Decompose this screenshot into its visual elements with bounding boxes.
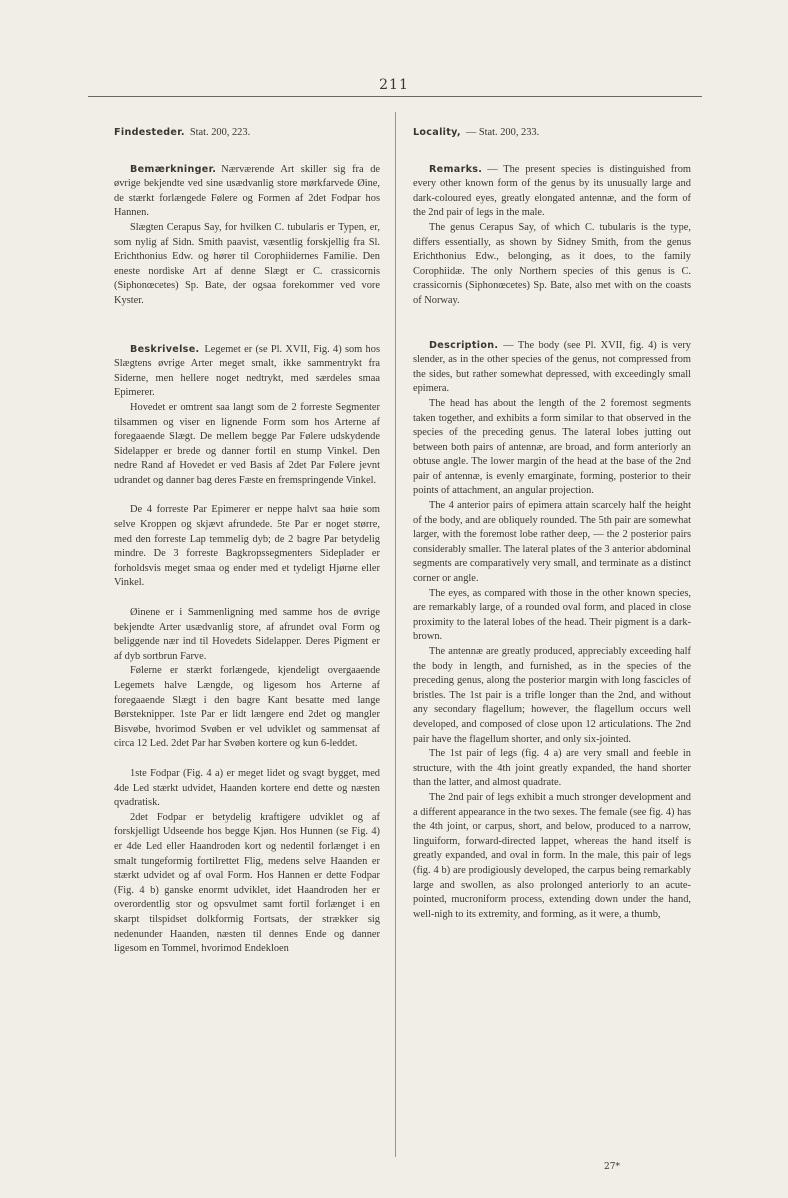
paragraph: De 4 forreste Par Epimerer er neppe halvt saa høie som selve Kroppen og skjævt afrundede. 5te Par er noget større, med den forreste Lap temmelig dyb; de 2 bagre Par betydelig mindre. De 3 forreste Bagkropssegmenters Sideplader er forholdsvis meget smaa og ender med et tydeligt Hjørne eller Vinkel.: [114, 504, 380, 589]
paragraph: Bemærkninger. Nærværende Art skiller sig fra de øvrige bekjendte ved sine usædvanlig store mørkfarvede Øine, de stærkt forlængede Følere og Formen af 2det Fodpar hos Hannen.: [114, 163, 380, 219]
column-divider: [395, 112, 396, 1157]
description-section: [413, 339, 691, 923]
remarks-heading: Bemærkninger.: [130, 163, 217, 175]
paragraph: The antennæ are greatly produced, appreciably exceeding half the body in length, and furnished, as in the species of the preceding genus, along the posterior margin with long fascicles of bristles. The 1st pair is a trifle longer than the 2nd, and without any secondary flagellum; however, the flagellum occurs well developed, and composed of close upon 12 articulations. The 2nd pair have the flagellum shorter, and only six-jointed.: [413, 646, 691, 745]
paragraph: Beskrivelse. Legemet er (se Pl. XVII, Fig. 4) som hos Slægtens øvrige Arter meget smalt, ikke sammentrykt fra Siderne, men hellere noget nedtrykt, med særdeles smaa Epimerer.: [114, 343, 380, 399]
paragraph: Følerne er stærkt forlængede, kjendeligt overgaaende Legemets halve Længde, og ligesom hos Arterne af foregaaende Slægt i den bagre Kant besatte med lange Børsteknipper. 1ste Par er lidt længere end 2det og mangler Bisvøbe, hvorimod Svøben er vel udviklet og sammensat af circa 12 Led. 2det Par har Svøben kortere og kun 6-leddet.: [114, 665, 380, 750]
paragraph: Slægten Cerapus Say, for hvilken C. tubularis er Typen, er, som nylig af Sidn. Smith paavist, væsentlig forskjellig fra Sl. Erichthonius Edw. og hører til Corophiidernes Familie. Den eneste nordiske Art af denne Slægt er C. crassicornis (Siphonœcetes) Sp. Bate, der ogsaa forekommer ved vore Kyster.: [114, 221, 380, 306]
locality-text: Stat. 200, 223.: [189, 127, 251, 138]
right-column: [413, 126, 691, 937]
description-heading: Description.: [429, 339, 499, 351]
locality-section: [114, 126, 380, 141]
paragraph: 2det Fodpar er betydelig kraftigere udviklet og af forskjelligt Udseende hos begge Kjøn. Hos Hunnen (se Fig. 4) er 4de Led eller Haandroden kort og nedentil forlænget i en smalt tungeformig fortilrettet Flig, medens selve Haanden er stærkt udvidet og af oval Form. Hos Hannen er dette Fodpar (Fig. 4 b) ganske enormt udviklet, idet Haandroden her er overordentlig stor og opsvulmet samt fortil forlænget i en skarpt tilspidset dolkformig Fortsats, der strækker sig nedenunder Haanden, næsten til dennes Ende og danner ligesom en Tommel, hvorimod Endekloen: [114, 811, 380, 955]
description-block: [114, 767, 380, 957]
paragraph: 1ste Fodpar (Fig. 4 a) er meget lidet og svagt bygget, med 4de Led stærkt udvidet, Haanden kortere end dette og næsten qvadratisk.: [114, 767, 380, 809]
paragraph: Description. — The body (see Pl. XVII, fig. 4) is very slender, as in the other species of the genus, not compressed from the sides, but rather somewhat depressed, with exceedingly small epimera.: [413, 339, 691, 395]
paragraph: Øinene er i Sammenligning med samme hos de øvrige bekjendte Arter usædvanlig store, af afrundet oval Form og beliggende nær ind til Hovedets Sidelapper. Deres Pigment er af dyb sortbrun Farve.: [114, 607, 380, 662]
paragraph: The 2nd pair of legs exhibit a much stronger development and a different appearance in the two sexes. The female (see fig. 4) has the 4th joint, or carpus, short, and below, produced to a narrow, linguiform, forward-directed lappet, whereas the hand itself is greatly expanded, and oval in form. In the male, this pair of legs (fig. 4 b) are prodigiously developed, the carpus being remarkably large and swollen, as also prolonged anteriorly to an acute-pointed, mucroniform process, extending down under the hand, well-nigh to its extremity, and forming, as it were, a thumb,: [413, 791, 691, 920]
locality-heading: Findesteder.: [114, 127, 185, 138]
locality-section: [413, 126, 691, 141]
remarks-section: [114, 163, 380, 309]
paragraph: The 1st pair of legs (fig. 4 a) are very small and feeble in structure, with the 4th joint greatly expanded, the hand shorter than the latter, and almost quadrate.: [413, 748, 691, 789]
paragraph: The head has about the length of the 2 foremost segments taken together, and exhibits a form similar to that observed in the species of the preceding genus. The lateral lobes jutting out between both pairs of antennæ, are broad, and form anteriorly an obtuse angle. The lower margin of the head at the base of the 2nd pair of antennæ, is evenly emarginate, forming, posterior to their points of attachment, an angular projection.: [413, 397, 691, 497]
remarks-heading: Remarks.: [429, 163, 483, 175]
paragraph: Remarks. — The present species is distinguished from every other known form of the genus by its unusually large and dark-coloured eyes, greatly elongated antennæ, and the form of the 2nd pair of legs in the male.: [413, 163, 691, 219]
paragraph: The 4 anterior pairs of epimera attain scarcely half the height of the body, and are obliquely rounded. The 5th pair are somewhat larger, with the foremost lobe rather deep, — the 2 posterior pairs considerably smaller. The lateral plates of the 3 anterior abdominal segments are comparatively very small, and terminate as a distinct corner or angle.: [413, 500, 691, 585]
description-block: [114, 606, 380, 752]
locality-text: — Stat. 200, 233.: [465, 127, 540, 138]
remarks-section: [413, 163, 691, 309]
description-heading: Beskrivelse.: [130, 343, 200, 355]
paragraph: The eyes, as compared with those in the other known species, are remarkably large, of a rounded oval form, and placed in close proximity to the lateral lobes of the head. Their pigment is a dark-brown.: [413, 587, 691, 643]
paragraph: The genus Cerapus Say, of which C. tubularis is the type, differs essentially, as shown by Sidney Smith, from the genus Erichthonius Edw., belonging, as it does, to the family Corophiidæ. The only Northern species of this genus is C. crassicornis (Siphonœcetes) Sp. Bate, also met with on the coasts of Norway.: [413, 221, 691, 306]
description-block: [114, 503, 380, 591]
signature-mark: 27*: [604, 1162, 620, 1172]
description-section: [114, 343, 380, 489]
left-column: [114, 126, 380, 972]
paragraph: Hovedet er omtrent saa langt som de 2 forreste Segmenter tilsammen og viser en lignende Form som hos Arterne af foregaaende Slægt. De mellem begge Par Følere udskydende Sidelapper er brede og danner fortil en stump Vinkel. Den nedre Rand af Hovedet er ved Basis af 2det Par Følere jevnt udrandet og danner bag deres Fæste en fremspringende Vinkel.: [114, 401, 380, 486]
locality-heading: Locality,: [413, 127, 461, 138]
header-rule: [88, 96, 702, 97]
page-number: 211: [379, 77, 409, 93]
